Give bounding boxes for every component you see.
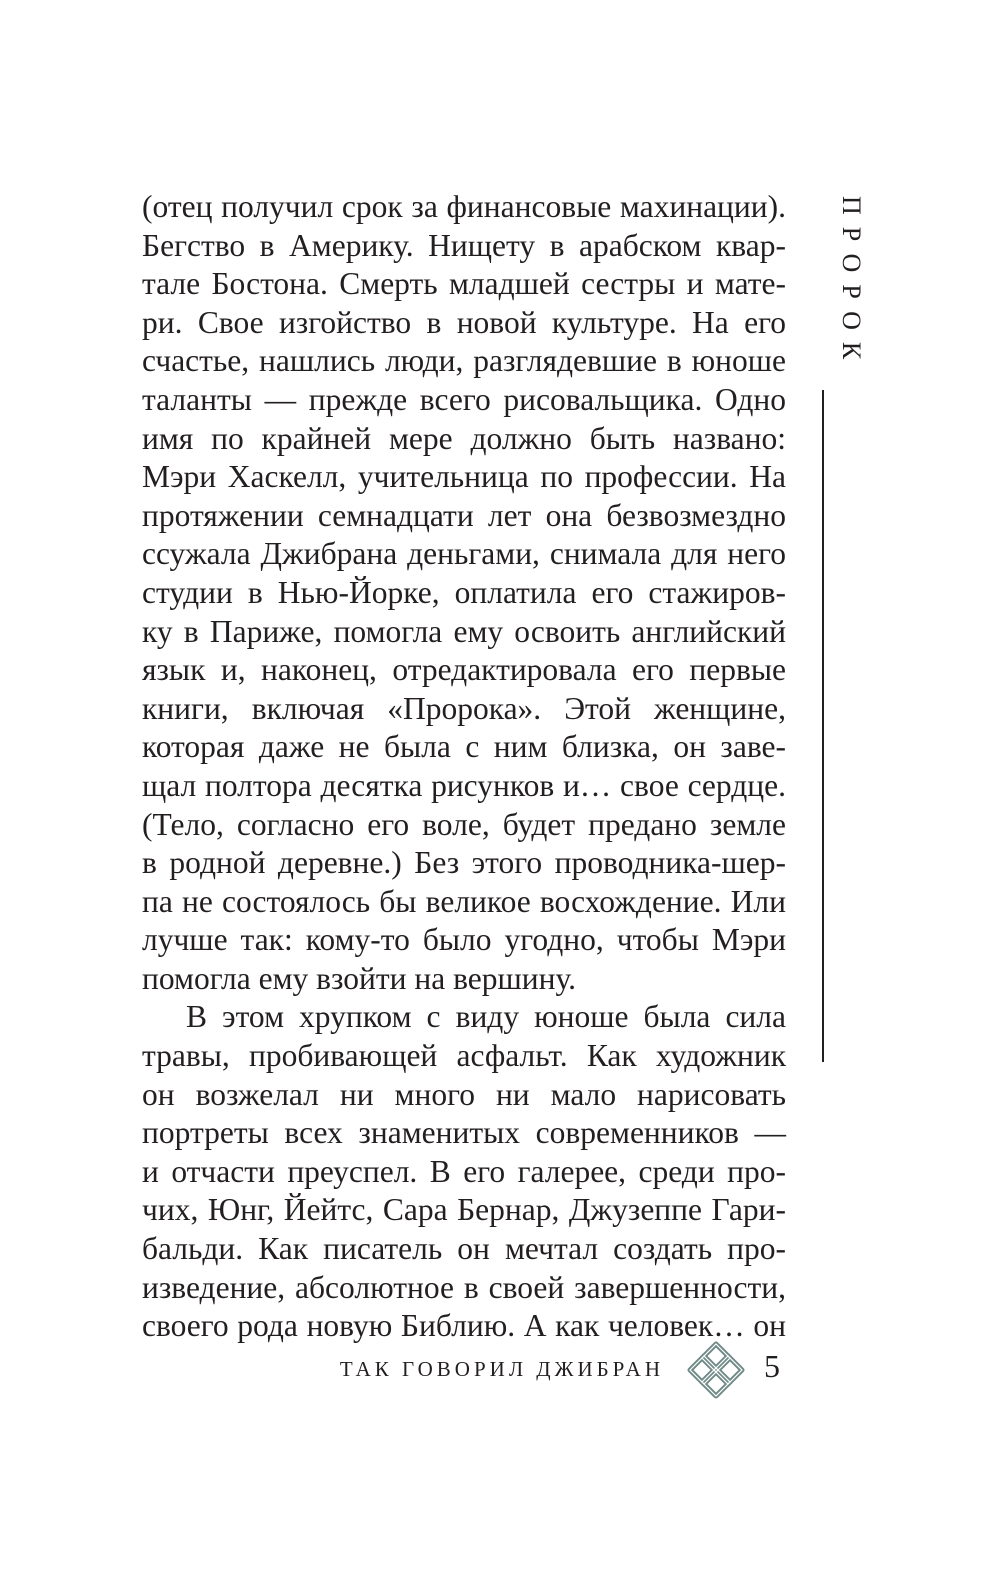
text-line: бальди. Как писатель он мечтал создать про- bbox=[142, 1231, 786, 1267]
running-section-title bbox=[822, 170, 870, 390]
text-line: лучше так: кому-то было угодно, чтобы Мэри bbox=[142, 922, 786, 958]
text-line: портреты всех знаменитых современников — bbox=[142, 1115, 786, 1151]
text-line: па не состоялось бы великое восхождение. Или bbox=[142, 883, 786, 919]
text-line: и отчасти преуспел. В его галерее, среди про- bbox=[142, 1153, 786, 1189]
text-line: в родной деревне.) Без этого проводника-шер- bbox=[142, 845, 786, 881]
text-line: чих, Юнг, Йейтс, Сара Бернар, Джузеппе Гари- bbox=[142, 1192, 786, 1228]
text-line: ссужала Джибрана деньгами, снимала для него bbox=[142, 536, 786, 572]
text-line: тале Бостона. Смерть младшей сестры и мате- bbox=[142, 266, 786, 302]
text-line: таланты — прежде всего рисовальщика. Одно bbox=[142, 381, 786, 417]
page-footer bbox=[0, 1330, 1000, 1410]
text-line: В этом хрупком с виду юноше была сила bbox=[186, 999, 786, 1035]
text-line: протяжении семнадцати лет она безвозмездно bbox=[142, 497, 786, 533]
text-line: ку в Париже, помогла ему освоить английский bbox=[142, 613, 786, 649]
text-line: (Тело, согласно его воле, будет предано земле bbox=[142, 806, 786, 842]
body-text bbox=[142, 188, 786, 1346]
text-line: Мэри Хаскелл, учительница по профессии. На bbox=[142, 459, 786, 495]
section-title-text: ПРОРОК bbox=[837, 196, 866, 372]
text-line: своего рода новую Библию. А как человек… он bbox=[142, 1308, 786, 1344]
text-line: травы, пробивающей асфальт. Как художник bbox=[142, 1038, 786, 1074]
text-line: счастье, нашлись люди, разглядевшие в юноше bbox=[142, 343, 786, 379]
text-line: он возжелал ни много ни мало нарисовать bbox=[142, 1076, 786, 1112]
text-line: (отец получил срок за финансовые махинации). bbox=[142, 189, 786, 224]
text-line: студии в Нью-Йорке, оплатила его стажиров- bbox=[142, 574, 786, 610]
text-line: помогла ему взойти на вершину. bbox=[142, 960, 576, 996]
text-line: Бегство в Америку. Нищету в арабском квар- bbox=[142, 227, 786, 263]
section-divider-rule bbox=[822, 390, 824, 1062]
text-line: ри. Свое изгойство в новой культуре. На его bbox=[142, 304, 786, 340]
page-number: 5 bbox=[764, 1348, 780, 1384]
book-title: ТАК ГОВОРИЛ ДЖИБРАН bbox=[339, 1357, 664, 1381]
text-line: язык и, наконец, отредактировала его первые bbox=[142, 652, 786, 688]
text-line: книги, включая «Пророка». Этой женщине, bbox=[142, 690, 786, 726]
text-line: которая даже не была с ним близка, он заве- bbox=[142, 729, 786, 765]
text-line: имя по крайней мере должно быть названо: bbox=[142, 420, 786, 456]
text-line: щал полтора десятка рисунков и… свое сердце. bbox=[142, 767, 786, 803]
text-line: изведение, абсолютное в своей завершенности, bbox=[142, 1269, 786, 1305]
celtic-knot-icon bbox=[686, 1340, 746, 1400]
